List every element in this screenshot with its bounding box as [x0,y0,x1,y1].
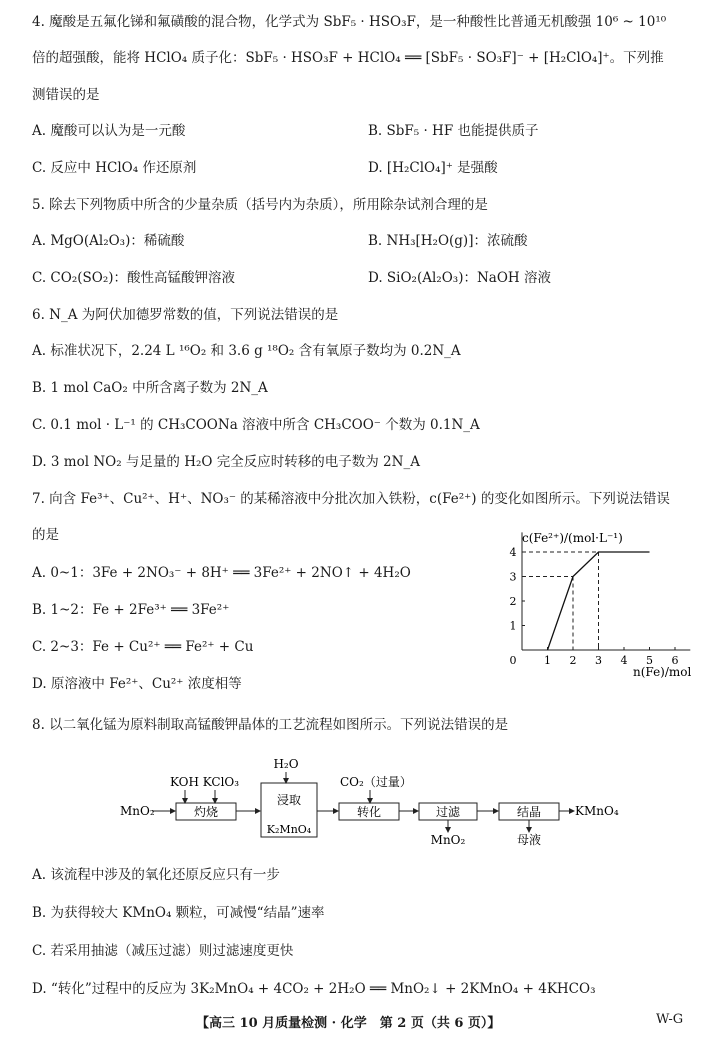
q5-option-c: C. CO₂(SO₂)：酸性高锰酸钾溶液 [32,270,236,286]
chart-x-tick-label: 5 [646,654,653,667]
q7-stem-line2: 的是 [32,527,59,543]
flow-reagent-co2: CO₂（过量） [340,775,412,789]
q8-stem: 8. 以二氧化锰为原料制取高锰酸钾晶体的工艺流程如图所示。下列说法错误的是 [32,717,509,733]
flow-output-mno2: MnO₂ [430,833,466,847]
chart-x-tick-label: 3 [595,654,602,667]
q7-stem-line1: 7. 向含 Fe³⁺、Cu²⁺、H⁺、NO₃⁻ 的某稀溶液中分批次加入铁粉，c(Fe²⁺) 的变化如图所示。下列说法错误 [32,491,670,507]
chart-x-tick-label: 6 [671,654,679,667]
chart-y-tick-label: 1 [509,619,517,633]
chart-x-tick-label: 0 [509,654,517,667]
q4-stem-line3: 测错误的是 [32,87,100,103]
q6-option-c: C. 0.1 mol · L⁻¹ 的 CH₃COONa 溶液中所含 CH₃COO⁻ 个数为 0.1N_A [32,417,480,433]
flow-box-leaching-label: 浸取 [276,793,302,807]
flow-box-crystallization-label: 结晶 [516,805,542,819]
q4-option-c: C. 反应中 HClO₄ 作还原剂 [32,160,197,176]
flow-output-mother-liquor: 母液 [516,833,542,847]
q5-option-d: D. SiO₂(Al₂O₃)：NaOH 溶液 [368,270,551,286]
flow-box-leaching-product: K₂MnO₄ [266,823,312,836]
flow-box-conversion-label: 转化 [356,805,382,819]
q7-option-c: C. 2~3：Fe + Cu²⁺ ══ Fe²⁺ + Cu [32,639,254,655]
chart-x-tick-label: 1 [544,654,551,667]
q8-option-b: B. 为获得较大 KMnO₄ 颗粒，可减慢“结晶”速率 [32,905,325,921]
chart-y-tick-label: 4 [509,546,517,559]
process-flow-diagram [112,752,619,852]
q5-option-a: A. MgO(Al₂O₃)：稀硫酸 [32,233,185,249]
flow-reagent-h2o: H₂O [273,757,299,771]
q4-option-a: A. 魔酸可以认为是一元酸 [32,123,186,139]
chart-ylabel: c(Fe²⁺)/(mol·L⁻¹) [522,531,623,545]
flow-start-mno2: MnO₂ [120,804,155,818]
chart-y-tick-label: 2 [509,595,517,608]
q8-option-d: D. “转化”过程中的反应为 3K₂MnO₄ + 4CO₂ + 2H₂O ══ MnO₂↓ + 2KMnO₄ + 4KHCO₃ [32,981,596,997]
flow-box-roasting-label: 灼烧 [193,805,219,819]
q7-option-b: B. 1~2：Fe + 2Fe³⁺ ══ 3Fe²⁺ [32,602,230,618]
flow-end-kmno4: KMnO₄ [575,804,619,818]
flow-box-filtration-label: 过滤 [435,805,461,819]
q7-option-a: A. 0~1：3Fe + 2NO₃⁻ + 8H⁺ ══ 3Fe²⁺ + 2NO↑ + 4H₂O [32,565,411,581]
q5-option-b: B. NH₃[H₂O(g)]：浓硫酸 [368,233,528,249]
q4-option-d: D. [H₂ClO₄]⁺ 是强酸 [368,160,498,176]
flow-reagents-koh-kclo3: KOH KClO₃ [170,775,240,789]
q8-option-a: A. 该流程中涉及的氧化还原反应只有一步 [32,867,280,883]
q6-option-d: D. 3 mol NO₂ 与足量的 H₂O 完全反应时转移的电子数为 2N_A [32,454,420,470]
fe2-concentration-chart [500,522,705,682]
q8-option-c: C. 若采用抽滤（减压过滤）则过滤速度更快 [32,943,294,959]
chart-x-tick-label: 4 [620,654,628,667]
q7-option-d: D. 原溶液中 Fe²⁺、Cu²⁺ 浓度相等 [32,676,242,692]
q4-option-b: B. SbF₅ · HF 也能提供质子 [368,123,539,139]
footer-page-info: 【高三 10 月质量检测 · 化学 第 2 页（共 6 页）】 [196,1016,501,1031]
q6-option-b: B. 1 mol CaO₂ 中所含离子数为 2N_A [32,380,268,396]
chart-y-tick-label: 3 [509,570,517,584]
chart-x-tick-label: 2 [569,654,577,667]
chart-xlabel: n(Fe)/mol [633,665,692,679]
q6-stem: 6. N_A 为阿伏加德罗常数的值，下列说法错误的是 [32,307,339,323]
q4-stem-line1: 4. 魔酸是五氟化锑和氟磺酸的混合物，化学式为 SbF₅ · HSO₃F，是一种酸性比普通无机酸强 10⁶ ~ 10¹⁰ [32,14,667,30]
q5-stem: 5. 除去下列物质中所含的少量杂质（括号内为杂质），所用除杂试剂合理的是 [32,197,488,213]
q6-option-a: A. 标准状况下，2.24 L ¹⁶O₂ 和 3.6 g ¹⁸O₂ 含有氧原子数均为 0.2N_A [32,343,461,359]
footer-code: W-G [656,1012,684,1027]
q4-stem-line2: 倍的超强酸，能将 HClO₄ 质子化：SbF₅ · HSO₃F + HClO₄ ══ [SbF₅ · SO₃F]⁻ + [H₂ClO₄]⁺。下列推 [32,50,664,66]
